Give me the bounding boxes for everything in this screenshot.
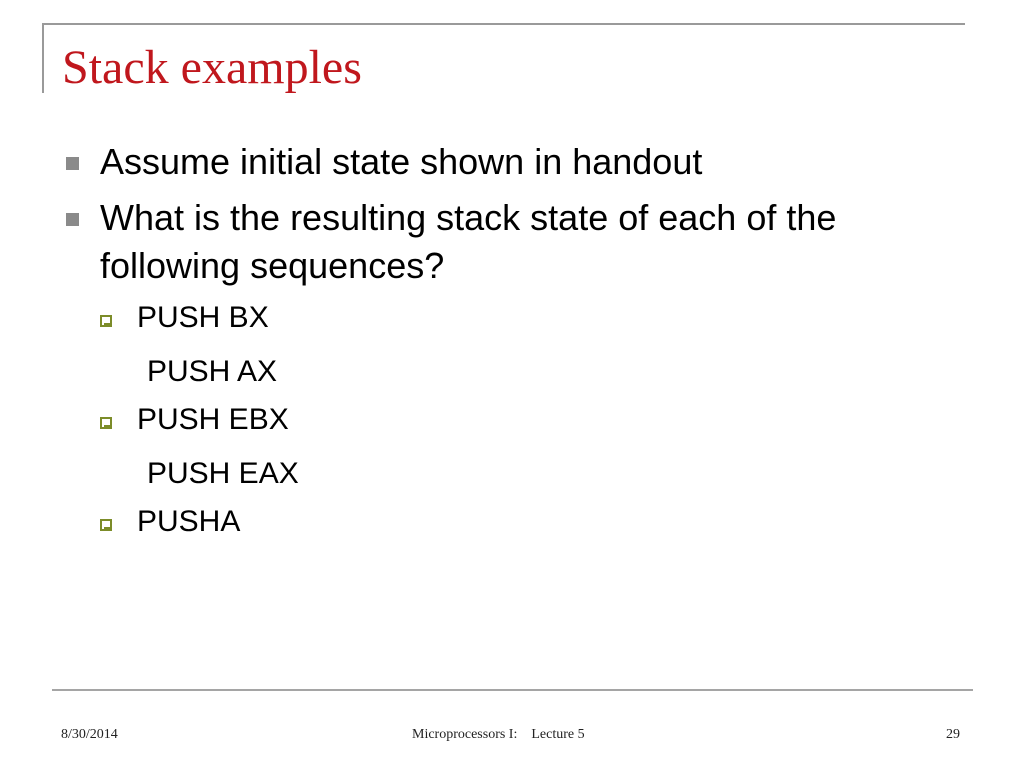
- bullet-item: [62, 138, 962, 186]
- hollow-square-bullet-icon: [100, 417, 112, 429]
- bullet-item: [62, 194, 962, 290]
- frame-left-line: [42, 23, 44, 93]
- sub-bullet-continuation: PUSH AX: [147, 355, 278, 388]
- frame-top-line: [42, 23, 965, 25]
- footer-lecture-info: [412, 727, 585, 743]
- bullet-text: Assume initial state shown in handout: [100, 141, 703, 182]
- filled-square-bullet-icon: [66, 157, 79, 170]
- slide-title: Stack examples: [62, 41, 362, 94]
- footer-divider: [52, 689, 973, 691]
- sub-bullet-item: [62, 298, 962, 392]
- bullet-text: What is the resulting stack state of each of the following sequences?: [100, 197, 837, 286]
- filled-square-bullet-icon: [66, 213, 79, 226]
- sub-bullet-item: [62, 400, 962, 494]
- hollow-square-bullet-icon: [100, 519, 112, 531]
- page-number: 29: [946, 727, 960, 742]
- sub-bullet-text: PUSHA: [137, 505, 241, 538]
- sub-bullet-continuation: PUSH EAX: [147, 457, 299, 490]
- footer-lecture: Lecture 5: [531, 727, 585, 742]
- footer-course: Microprocessors I:: [412, 727, 518, 742]
- sub-bullet-text: PUSH EBX: [137, 403, 289, 436]
- sub-bullet-item: [62, 502, 962, 542]
- slide-content: [62, 138, 962, 542]
- footer-date: 8/30/2014: [61, 727, 118, 742]
- hollow-square-bullet-icon: [100, 315, 112, 327]
- sub-bullet-text: PUSH BX: [137, 301, 269, 334]
